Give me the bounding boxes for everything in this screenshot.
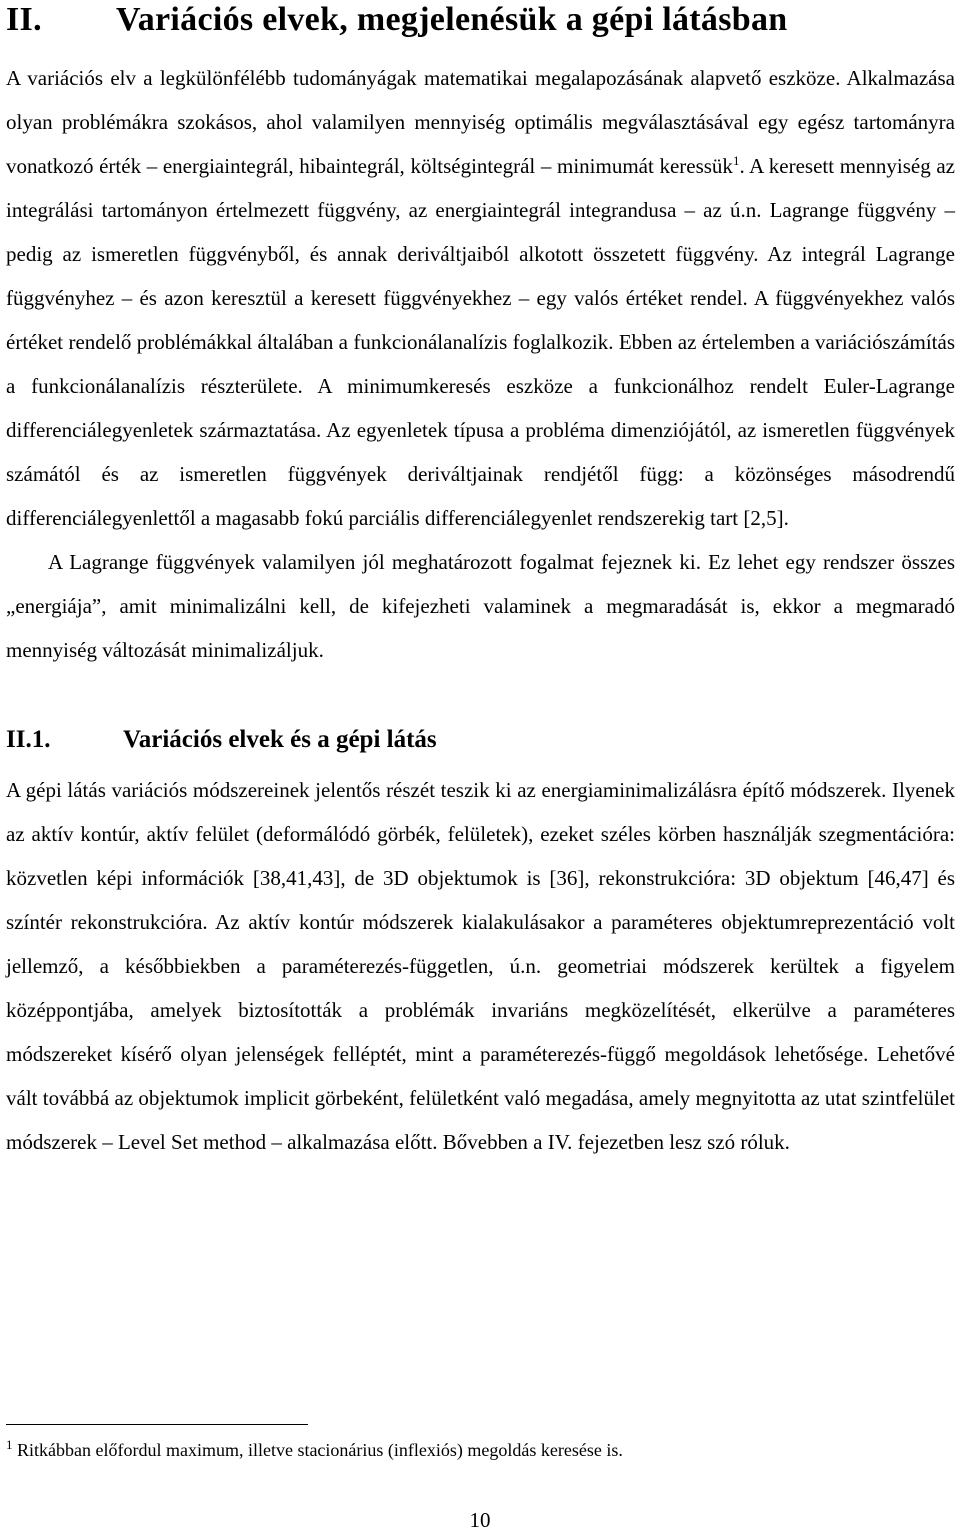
page-number: 10: [469, 1508, 491, 1532]
section-number: II.1.: [6, 726, 51, 753]
chapter-heading: [6, 0, 955, 48]
intro-paragraph-1-text-b: . A keresett mennyiség az integrálási tartományon értelmezett függvény, az energiaintegrál integrandusa – az ú.n. Lagrange függvény – pedig az ismeretlen függvényből, és annak deriváltjaiból alkotott összetett függvény. Az integrál Lagrange függvényhez – és azon keresztül a keresett függvényekhez – egy valós értéket rendel. A függvényekhez valós értéket rendelő problémákkal általában a funkcionálanalízis foglalkozik. Ebben az értelemben a variációszámítás a funkcionálanalízis részterülete. A minimumkeresés eszköze a funkcionálhoz rendelt Euler-Lagrange differenciálegyenletek származtatása. Az egyenletek típusa a probléma dimenziójától, az ismeretlen függvények számától és az ismeretlen függvények deriváltjainak rendjétől függ: a közönséges másodrendű differenciálegyenlettől a magasabb fokú parciális differenciálegyenlet rendszerekig tart [2,5].: [6, 154, 955, 530]
chapter-title: Variációs elvek, megjelenésük a gépi látásban: [116, 1, 788, 38]
footnote-text: Ritkábban előfordul maximum, illetve stacionárius (inflexiós) megoldás keresése is.: [12, 1440, 623, 1460]
footnote-reference: 1: [732, 153, 740, 168]
section-paragraph-1-text: A gépi látás variációs módszereinek jelentős részét teszik ki az energiaminimalizálásra építő módszerek. Ilyenek az aktív kontúr, aktív felület (deformálódó görbék, felületek), ezeket széles körben használják szegmentációra: közvetlen képi információk [38,41,43], de 3D objektumok is [36], rekonstrukcióra: 3D objektum [46,47] és színtér rekonstrukcióra. Az aktív kontúr módszerek kialakulásakor a paraméteres objektumreprezentáció volt jellemző, a későbbiekben a paraméterezés-független, ú.n. geometriai módszerek kerültek a figyelem középpontjába, amelyek biztosították a problémák invariáns megközelítését, elkerülve a paraméteres módszereket kísérő olyan jelenségek felléptét, mint a paraméterezés-függő megoldások lehetősége. Lehetővé vált továbbá az objektumok implicit görbeként, felületként való megadása, amely megnyitotta az utat szintfelület módszerek – Level Set method – alkalmazása előtt. Bővebben a IV. fejezetben lesz szó róluk.: [6, 778, 955, 1154]
section-title: Variációs elvek és a gépi látás: [123, 726, 437, 753]
chapter-number: II.: [6, 1, 42, 38]
section-heading: [6, 712, 955, 768]
footnote-mark: 1: [6, 1437, 13, 1452]
section-paragraph-1: [6, 768, 955, 1164]
intro-paragraph-1-text-a: A variációs elv a legkülönfélébb tudományágak matematikai megalapozásának alapvető eszköze. Alkalmazása olyan problémákra szokásos, ahol valamilyen mennyiség optimális megválasztásával egy egész tartományra vonatkozó érték – energiaintegrál, hibaintegrál, költségintegrál – minimumát keressük: [6, 66, 955, 178]
intro-paragraph-1: [6, 56, 955, 540]
footnote: [6, 1436, 623, 1464]
footnote-divider: [6, 1424, 308, 1425]
intro-paragraph-2: [6, 540, 955, 672]
intro-paragraph-2-text: A Lagrange függvények valamilyen jól meghatározott fogalmat fejeznek ki. Ez lehet egy rendszer összes „energiája”, amit minimalizálni kell, de kifejezheti valaminek a megmaradását is, ekkor a megmaradó mennyiség változását minimalizáljuk.: [6, 550, 955, 662]
